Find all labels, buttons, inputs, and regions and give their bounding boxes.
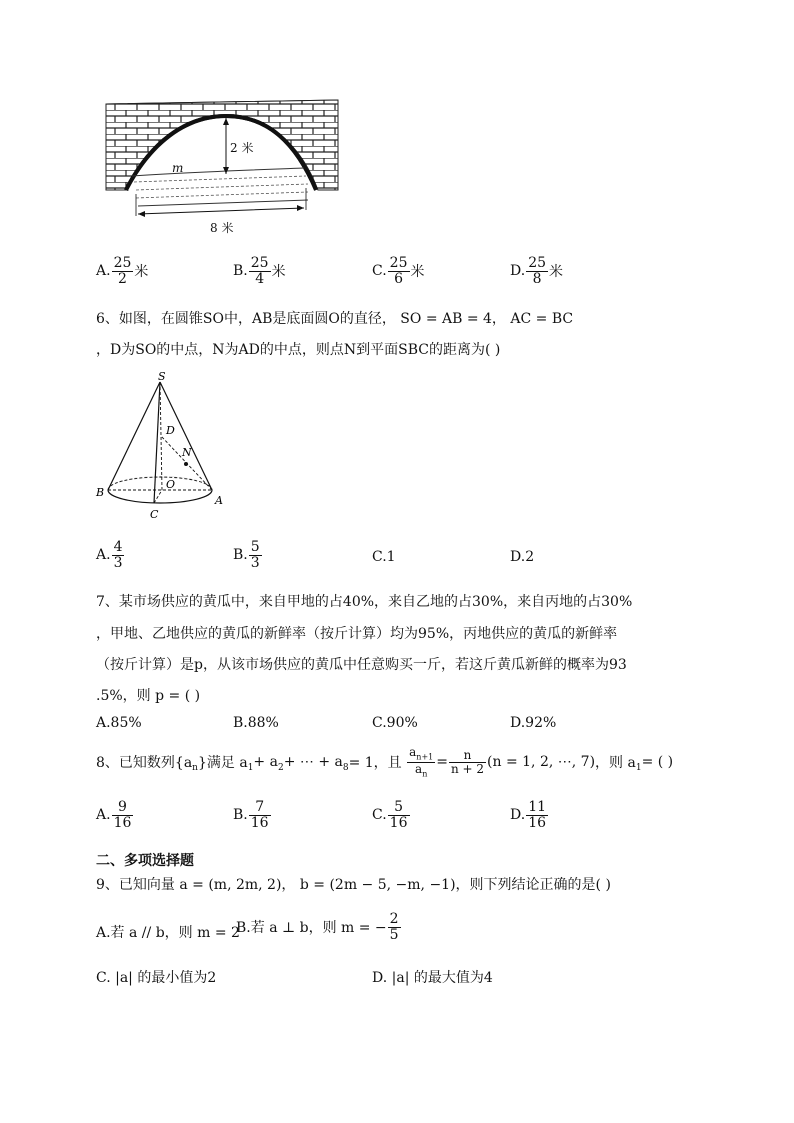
- q7-option-b: B.88%: [233, 715, 279, 731]
- label-n: N: [182, 446, 192, 459]
- q6-stem-line2: ，D为SO的中点，N为AD的中点，则点N到平面SBC的距离为( ): [96, 342, 501, 358]
- q9-option-a: A.若 a // b，则 m = 2: [96, 925, 240, 941]
- q9-stem: 9、已知向量 a = (m, 2m, 2)， b = (2m − 5, −m, −1)，则下列结论正确的是( ): [96, 877, 611, 893]
- label-d: D: [166, 424, 175, 437]
- m-label: m: [172, 161, 184, 175]
- q5-option-d: D. $\frac{25}{8}$ 米: [510, 255, 564, 287]
- q6-option-c: C.1: [372, 549, 396, 565]
- label-o: O: [166, 478, 176, 491]
- q9-option-b: B.若 a ⊥ b，则 m = − $\frac{2}{5}$: [236, 911, 399, 943]
- q8-option-b: B. $\frac{7}{16}$: [233, 799, 269, 831]
- q6-option-a: A. $\frac{4}{3}$: [96, 539, 123, 571]
- q8-option-c: C. $\frac{5}{16}$: [372, 799, 408, 831]
- q8-option-a: A. $\frac{9}{16}$: [96, 799, 132, 831]
- height-label: 2 米: [230, 141, 254, 155]
- cone-figure: [94, 370, 234, 522]
- q6-stem-line1: 6、如图，在圆锥SO中，AB是底面圆O的直径， SO = AB = 4， AC = BC: [96, 311, 574, 327]
- q8-stem: 8、已知数列$\{a_n\}$满足 $a_1+ a_2+$ ⋯ + $a_8= 1$，且 $\frac{a_{n+1}}{a_n}$ = $\frac{n}{n + 2}$ (n = 1, 2, ⋯, 7)，则 $a_1=$ ( ): [96, 745, 674, 779]
- q7-stem-line4: .5%，则 p = ( ): [96, 688, 201, 704]
- q7-option-d: D.92%: [510, 715, 557, 731]
- q5-option-c: C. $\frac{25}{6}$ 米: [372, 255, 425, 287]
- q6-option-b: B. $\frac{5}{3}$: [233, 539, 260, 571]
- q5-option-b: B. $\frac{25}{4}$ 米: [233, 255, 286, 287]
- q7-stem-line1: 7、某市场供应的黄瓜中，来自甲地的占40%，来自乙地的占30%，来自丙地的占30%: [96, 594, 633, 610]
- label-b: B: [96, 486, 105, 499]
- q9-option-d: D. |a| 的最大值为4: [372, 970, 493, 986]
- q8-option-d: D. $\frac{11}{16}$: [510, 799, 547, 831]
- label-a: A: [215, 494, 223, 507]
- label-c: C: [150, 508, 159, 521]
- width-label: 8 米: [210, 221, 234, 235]
- q5-option-a: A. $\frac{25}{2}$ 米: [96, 255, 149, 287]
- q7-option-c: C.90%: [372, 715, 418, 731]
- section-heading: 二、多项选择题: [96, 853, 194, 869]
- q7-option-a: A.85%: [96, 715, 142, 731]
- q7-stem-line2: ，甲地、乙地供应的黄瓜的新鲜率（按斤计算）均为95%，丙地供应的黄瓜的新鲜率: [96, 626, 618, 642]
- q6-option-d: D.2: [510, 549, 535, 565]
- arch-bridge-figure: [100, 98, 345, 238]
- q9-option-c: C. |a| 的最小值为2: [96, 970, 217, 986]
- label-s: S: [158, 370, 166, 383]
- q7-stem-line3: （按斤计算）是p，从该市场供应的黄瓜中任意购买一斤，若这斤黄瓜新鲜的概率为93: [96, 657, 627, 673]
